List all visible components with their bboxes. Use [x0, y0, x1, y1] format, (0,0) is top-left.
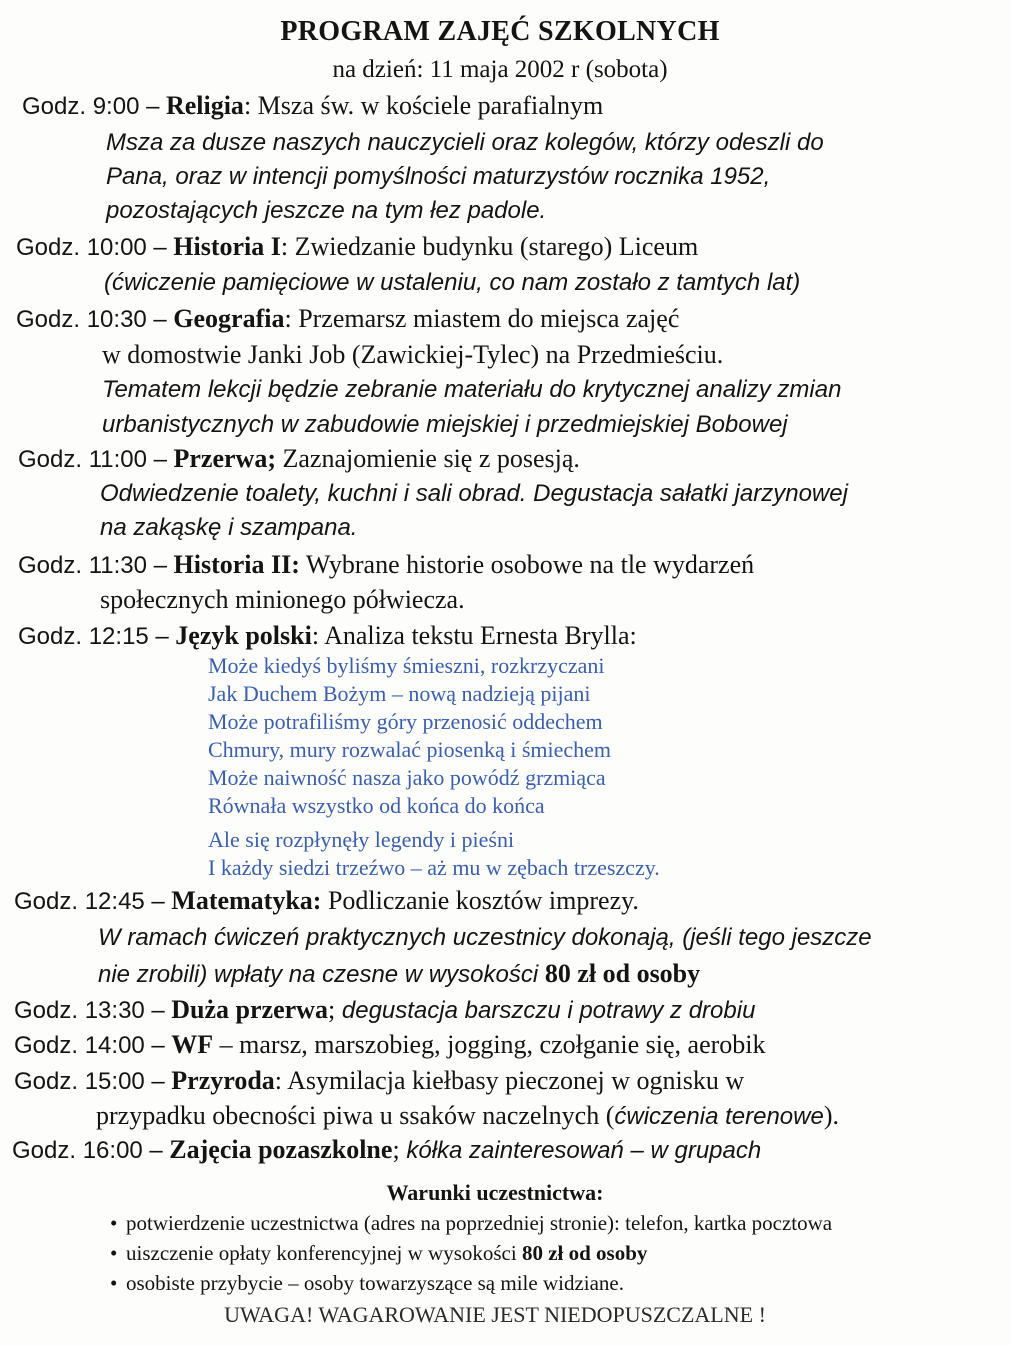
item-description-italic: kółka zainteresowań – w grupach	[399, 1137, 762, 1164]
poem-line: Chmury, mury rozwalać piosenką i śmiechem	[208, 737, 612, 762]
item-note: Odwiedzenie toalety, kuchni i sali obrad. Degustacja sałatki jarzynowej	[100, 480, 848, 507]
subject-label: Przerwa;	[173, 444, 276, 473]
warning-text: UWAGA! WAGAROWANIE JEST NIEDOPUSZCZALNE !	[224, 1302, 766, 1327]
bullet-icon: •	[110, 1241, 118, 1265]
time-label: Godz. 16:00 –	[12, 1137, 163, 1164]
subject-label: Język polski	[175, 621, 312, 650]
item-description: : Analiza tekstu Ernesta Brylla:	[311, 621, 637, 650]
page-subtitle: na dzień: 11 maja 2002 r (sobota)	[332, 56, 668, 83]
schedule-item	[16, 302, 679, 337]
condition-text: osobiste przybycie – osoby towarzyszące są mile widziane.	[126, 1271, 625, 1295]
note-text: nie zrobili) wpłaty na czesne w wysokości	[98, 961, 539, 988]
fee-amount: 80 zł od osoby	[521, 1241, 648, 1265]
schedule-item	[22, 89, 603, 124]
time-label: Godz. 11:30 –	[18, 552, 167, 579]
condition-item	[110, 1269, 624, 1297]
item-continuation: w domostwie Janki Job (Zawickiej-Tylec) na Przedmieściu.	[102, 340, 724, 369]
time-label: Godz. 10:30 –	[16, 306, 167, 333]
condition-text: potwierdzenie uczestnictwa (adres na poprzedniej stronie): telefon, kartka pocztowa	[126, 1211, 833, 1235]
item-note: na zakąskę i szampana.	[100, 514, 358, 541]
item-description-italic: degustacja barszczu i potrawy z drobiu	[335, 997, 756, 1024]
schedule-item	[12, 1133, 761, 1168]
item-description: Podliczanie kosztów imprezy.	[321, 886, 639, 915]
item-note: urbanistycznych w zabudowie miejskiej i przedmiejskiej Bobowej	[102, 411, 788, 438]
subject-label: Religia	[165, 91, 244, 120]
poem-line: Może naiwność nasza jako powódź grzmiąca	[208, 765, 606, 790]
time-label: Godz. 10:00 –	[16, 234, 167, 261]
time-label: Godz. 12:45 –	[14, 888, 165, 915]
item-note: (ćwiczenie pamięciowe w ustaleniu, co nam zostało z tamtych lat)	[104, 269, 801, 296]
time-label: Godz. 11:00 –	[18, 446, 167, 473]
bullet-icon: •	[110, 1211, 118, 1235]
schedule-item	[18, 619, 637, 654]
condition-item	[110, 1209, 832, 1237]
time-label: Godz. 13:30 –	[14, 997, 165, 1024]
item-note: Tematem lekcji będzie zebranie materiału do krytycznej analizy zmian	[102, 376, 842, 403]
subject-label: Zajęcia pozaszkolne	[169, 1135, 393, 1164]
conditions-title: Warunki uczestnictwa:	[386, 1180, 604, 1205]
schedule-item	[16, 230, 698, 265]
poem-line: Równała wszystko od końca do końca	[208, 793, 545, 818]
item-description: Zaznajomienie się z posesją.	[275, 444, 580, 473]
schedule-item	[18, 548, 754, 583]
item-continuation	[96, 1099, 839, 1134]
item-description: : Msza św. w kościele parafialnym	[243, 91, 604, 120]
item-note: Pana, oraz w intencji pomyślności maturzystów rocznika 1952,	[106, 163, 771, 190]
item-description: : Asymilacja kiełbasy pieczonej w ognisku w	[274, 1066, 745, 1095]
time-label: Godz. 9:00 –	[22, 93, 160, 120]
schedule-item	[14, 993, 755, 1028]
item-description: : Przemarsz miastem do miejsca zajęć	[284, 304, 680, 333]
item-note: pozostających jeszcze na tym łez padole.	[106, 197, 547, 224]
schedule-item	[14, 1064, 744, 1099]
schedule-item	[18, 442, 580, 477]
time-label: Godz. 12:15 –	[18, 623, 169, 650]
item-description: – marsz, marszobieg, jogging, czołganie się, aerobik	[213, 1030, 766, 1059]
condition-item	[110, 1239, 647, 1267]
subject-label: Przyroda	[171, 1066, 275, 1095]
continuation-end: ).	[823, 1101, 839, 1130]
page-title: PROGRAM ZAJĘĆ SZKOLNYCH	[280, 16, 720, 47]
schedule-item	[14, 884, 639, 919]
item-description: : Zwiedzanie budynku (starego) Liceum	[280, 232, 699, 261]
condition-text: uiszczenie opłaty konferencyjnej w wysokości	[126, 1241, 522, 1265]
subject-label: Matematyka:	[171, 886, 322, 915]
subject-label: Historia II:	[173, 550, 300, 579]
item-continuation: społecznych minionego półwiecza.	[100, 585, 465, 614]
poem-line: I każdy siedzi trzeźwo – aż mu w zębach trzeszczy.	[208, 855, 660, 880]
item-description: Wybrane historie osobowe na tle wydarzeń	[299, 550, 755, 579]
poem-line: Ale się rozpłynęły legendy i pieśni	[208, 827, 515, 852]
subject-label: Duża przerwa	[171, 995, 328, 1024]
subject-label: Historia I	[173, 232, 281, 261]
fee-amount: 80 zł od osoby	[544, 959, 701, 988]
item-note: Msza za dusze naszych nauczycieli oraz kolegów, którzy odeszli do	[106, 129, 824, 156]
time-label: Godz. 14:00 –	[14, 1032, 165, 1059]
continuation-italic: ćwiczenia terenowe	[614, 1103, 824, 1130]
poem-line: Może potrafiliśmy góry przenosić oddechem	[208, 709, 603, 734]
subject-label: Geografia	[173, 304, 285, 333]
bullet-icon: •	[110, 1271, 118, 1295]
poem-line: Jak Duchem Bożym – nową nadzieją pijani	[208, 681, 591, 706]
item-description: ;	[327, 995, 336, 1024]
item-note	[98, 957, 700, 992]
item-note: W ramach ćwiczeń praktycznych uczestnicy dokonają, (jeśli tego jeszcze	[98, 924, 872, 951]
continuation-text: przypadku obecności piwa u ssaków naczelnych (	[96, 1101, 615, 1130]
item-description: ;	[392, 1135, 400, 1164]
schedule-item	[14, 1028, 766, 1063]
subject-label: WF	[171, 1030, 214, 1059]
time-label: Godz. 15:00 –	[14, 1068, 165, 1095]
poem-line: Może kiedyś byliśmy śmieszni, rozkrzyczani	[208, 653, 605, 678]
